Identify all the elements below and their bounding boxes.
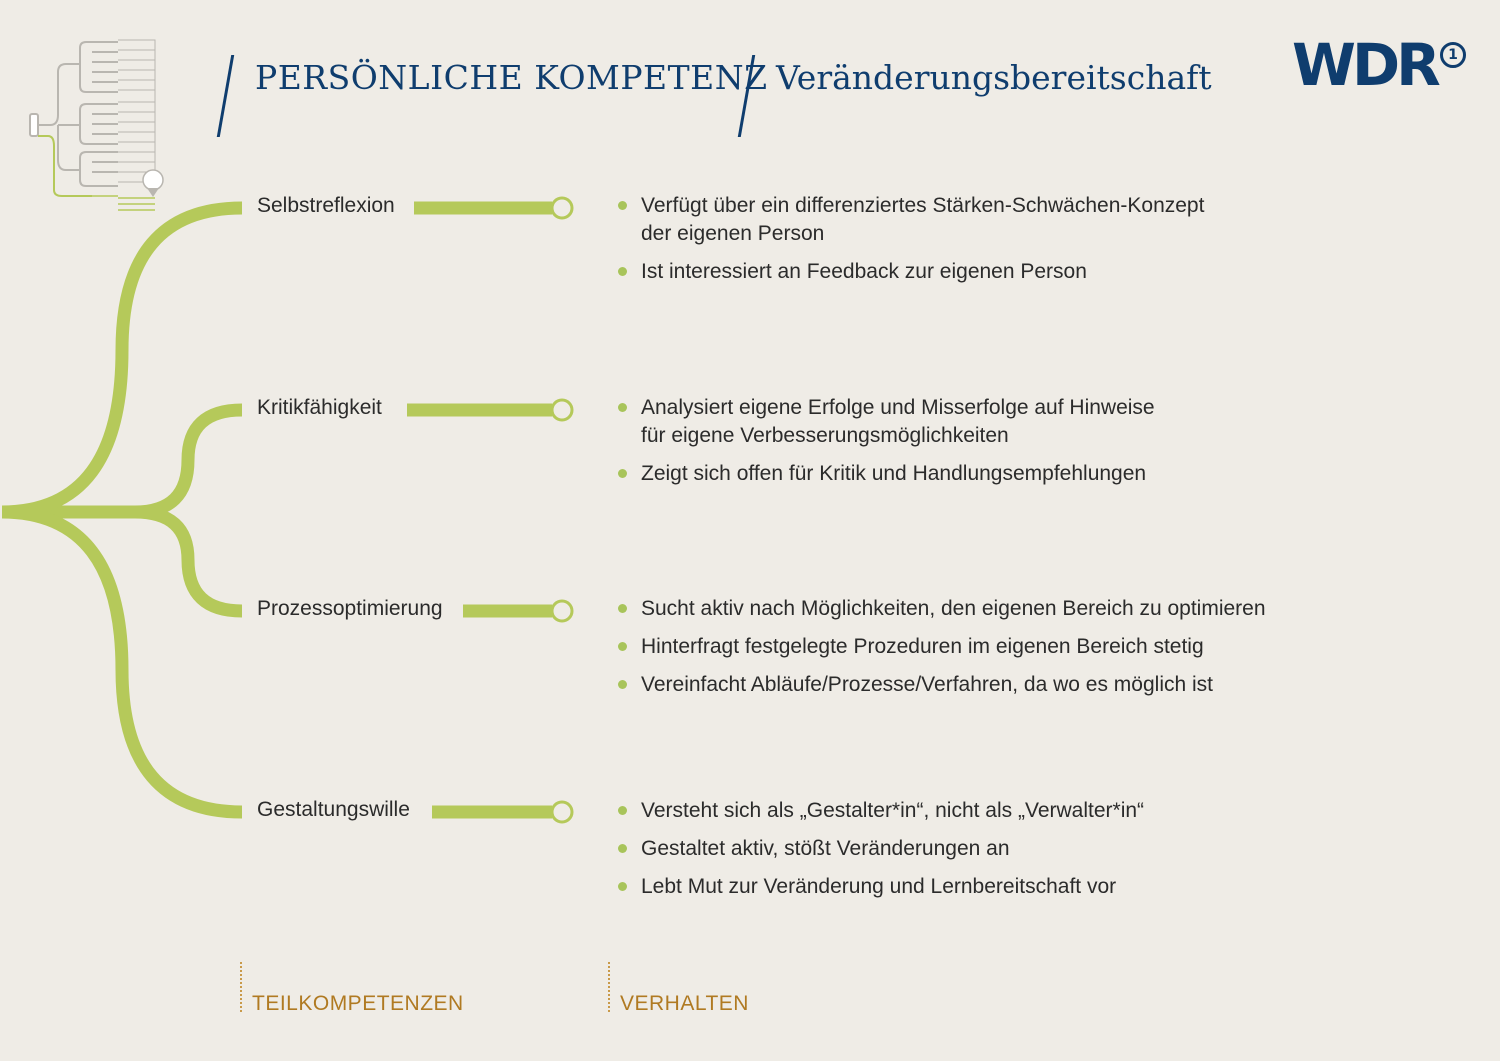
footer-label-verhalten: VERHALTEN (620, 992, 749, 1015)
competency-label-gestaltungswille: Gestaltungswille (257, 798, 410, 821)
mini-tree-icon (30, 40, 155, 192)
ard-mark-icon: 1 (1440, 42, 1466, 68)
connector-node-selbstreflexion (552, 198, 572, 218)
connector-node-prozessoptimierung (552, 601, 572, 621)
connector-node-kritikfaehigkeit (552, 400, 572, 420)
behavior-item: Gestaltet aktiv, stößt Veränderungen an (618, 835, 1144, 863)
competency-label-kritikfaehigkeit: Kritikfähigkeit (257, 396, 382, 419)
competency-label-prozessoptimierung: Prozessoptimierung (257, 597, 443, 620)
behavior-list-prozessoptimierung (618, 595, 1266, 709)
behavior-list-kritikfaehigkeit (618, 394, 1155, 498)
footer-divider-left (240, 962, 242, 1012)
behavior-item: Lebt Mut zur Veränderung und Lernbereitschaft vor (618, 873, 1144, 901)
behavior-item: Vereinfacht Abläufe/Prozesse/Verfahren, da wo es möglich ist (618, 671, 1266, 699)
branch-line-selbstreflexion (2, 208, 242, 512)
behavior-item: Versteht sich als „Gestalter*in“, nicht als „Verwalter*in“ (618, 797, 1144, 825)
behavior-item: Ist interessiert an Feedback zur eigenen Person (618, 258, 1204, 286)
branch-line-kritikfaehigkeit (135, 410, 242, 512)
branch-line-gestaltungswille (2, 512, 242, 812)
page-subtitle: Veränderungsbereitschaft (776, 58, 1212, 97)
behavior-item: Verfügt über ein differenziertes Stärken-Schwächen-Konzept der eigenen Person (618, 192, 1204, 248)
competency-label-selbstreflexion: Selbstreflexion (257, 194, 395, 217)
behavior-item: Sucht aktiv nach Möglichkeiten, den eigenen Bereich zu optimieren (618, 595, 1266, 623)
wdr-logo: WDR (1292, 31, 1437, 99)
footer-divider-right (608, 962, 610, 1012)
footer-label-teilkompetenzen: TEILKOMPETENZEN (252, 992, 464, 1015)
branch-line-prozessoptimierung (135, 512, 242, 611)
location-pin-icon (143, 170, 163, 197)
behavior-list-gestaltungswille (618, 797, 1144, 911)
behavior-item: Zeigt sich offen für Kritik und Handlungsempfehlungen (618, 460, 1155, 488)
connector-node-gestaltungswille (552, 802, 572, 822)
behavior-item: Hinterfragt festgelegte Prozeduren im eigenen Bereich stetig (618, 633, 1266, 661)
behavior-list-selbstreflexion (618, 192, 1204, 296)
page-title: PERSÖNLICHE KOMPETENZ (255, 58, 768, 97)
behavior-item: Analysiert eigene Erfolge und Misserfolge auf Hinweise für eigene Verbesserungsmöglichkeiten (618, 394, 1155, 450)
